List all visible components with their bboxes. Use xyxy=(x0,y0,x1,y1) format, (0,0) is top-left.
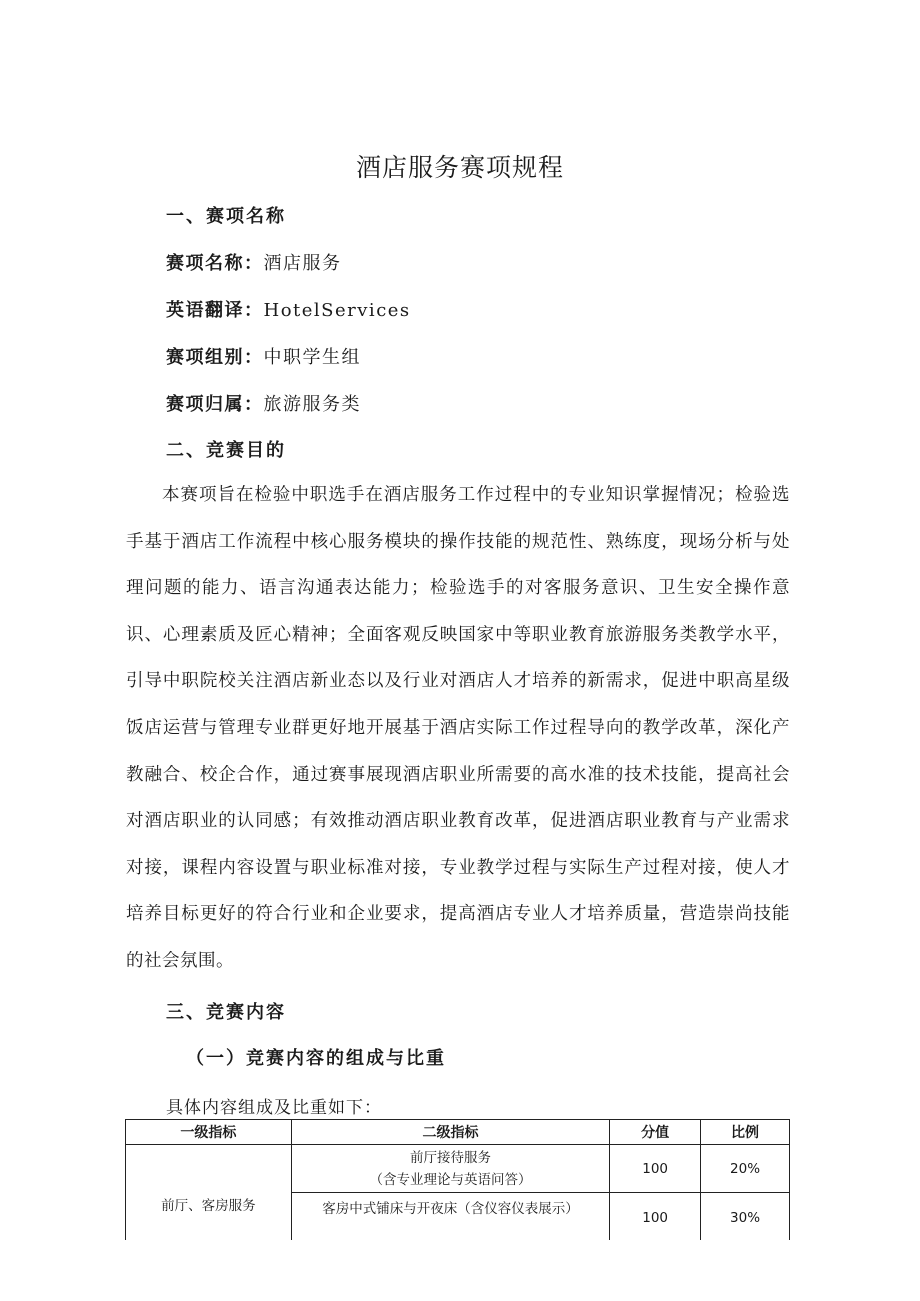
page-title: 酒店服务赛项规程 xyxy=(355,153,564,182)
field-value: 酒店服务 xyxy=(263,253,342,274)
field-value: 旅游服务类 xyxy=(263,394,361,415)
section-3-subheading: （一）竞赛内容的组成与比重 xyxy=(186,1048,446,1069)
score-cell: 100 xyxy=(610,1193,701,1244)
table-intro: 具体内容组成及比重如下： xyxy=(166,1098,382,1118)
table-header-row xyxy=(126,1120,790,1145)
field-value: HotelServices xyxy=(263,300,411,321)
section-2-heading: 二、竞赛目的 xyxy=(166,440,286,461)
field-english-name xyxy=(166,296,411,322)
field-group xyxy=(166,343,361,369)
page-bottom-margin xyxy=(0,1240,920,1301)
field-label: 英语翻译： xyxy=(166,300,264,321)
section-3-heading: 三、竞赛内容 xyxy=(166,1002,286,1023)
level2-cell: 客房中式铺床与开夜床（含仪容仪表展示） xyxy=(291,1193,609,1244)
section-2-paragraph: 本赛项旨在检验中职选手在酒店服务工作过程中的专业知识掌握情况；检验选手基于酒店工作流程中核心服务模块的操作技能的规范性、熟练度，现场分析与处理问题的能力、语言沟通表达能力；检验选手的对客服务意识、卫生安全操作意识、心理素质及匠心精神；全面客观反映国家中等职业教育旅游服务类教学水平，引导中职院校关注酒店新业态以及行业对酒店人才培养的新需求，促进中职高星级饭店运营与管理专业群更好地开展基于酒店实际工作过程导向的教学改革，深化产教融合、校企合作，通过赛事展现酒店职业所需要的高水准的技术技能，提高社会对酒店职业的认同感；有效推动酒店职业教育改革，促进酒店职业教育与产业需求对接，课程内容设置与职业标准对接，专业教学过程与实际生产过程对接，使人才培养目标更好的符合行业和企业要求，提高酒店专业人才培养质量，营造崇尚技能的社会氛围。 xyxy=(126,485,790,971)
field-value: 中职学生组 xyxy=(263,347,361,368)
header-level2: 二级指标 xyxy=(291,1120,609,1145)
ratio-cell: 20% xyxy=(701,1145,790,1193)
field-category xyxy=(166,390,361,416)
header-ratio: 比例 xyxy=(701,1120,790,1145)
field-event-name xyxy=(166,249,342,275)
header-level1: 一级指标 xyxy=(126,1120,292,1145)
level2-line1: 前厅接待服务 xyxy=(409,1149,491,1166)
table-row xyxy=(126,1145,790,1193)
group-label-cell: 前厅、客房服务 xyxy=(126,1145,292,1264)
score-cell: 100 xyxy=(610,1145,701,1193)
field-label: 赛项组别： xyxy=(166,347,264,368)
level2-line2: （含专业理论与英语问答） xyxy=(369,1171,532,1188)
field-label: 赛项名称： xyxy=(166,253,264,274)
section-1-heading: 一、赛项名称 xyxy=(166,206,286,227)
ratio-cell: 30% xyxy=(701,1193,790,1244)
header-score: 分值 xyxy=(610,1120,701,1145)
field-label: 赛项归属： xyxy=(166,394,264,415)
level2-cell xyxy=(291,1145,609,1193)
